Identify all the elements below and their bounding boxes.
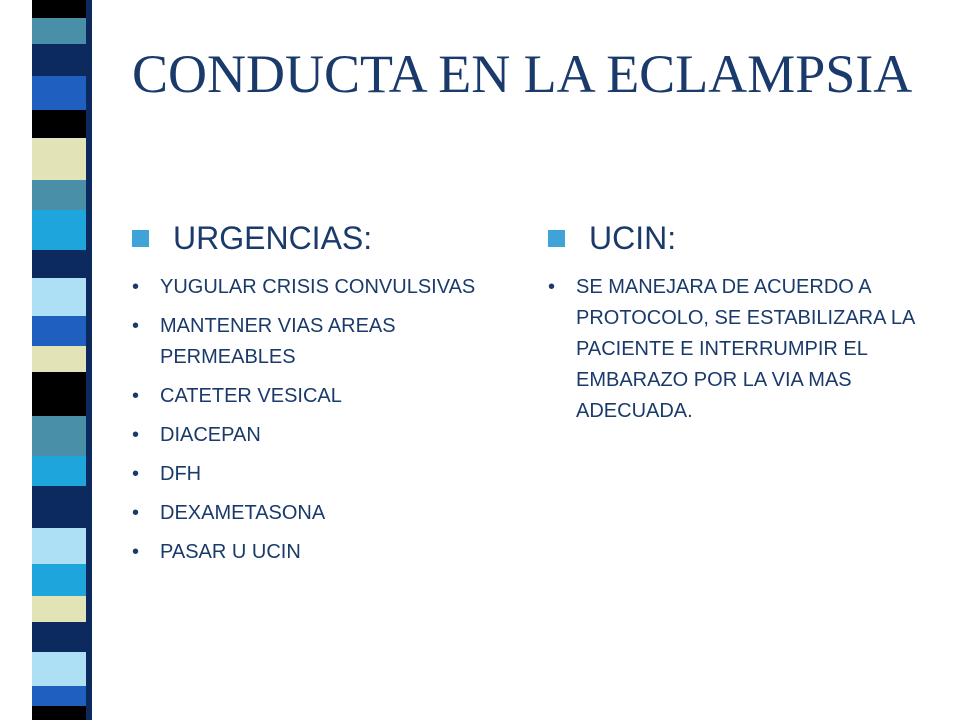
list-item-text: PASAR U UCIN [160,541,301,563]
stripe-block [32,138,86,180]
stripe-block [32,346,86,372]
ucin-heading-label: UCIN: [589,220,677,256]
decorative-stripe [0,0,108,720]
stripe-block [32,316,90,346]
ucin-list [548,272,948,427]
list-item [132,537,512,568]
bullet-icon: • [132,541,140,563]
list-item [132,381,512,412]
stripe-block [32,486,86,528]
stripe-block [32,44,86,76]
bullet-icon: • [132,463,140,485]
stripe-block [32,596,86,622]
list-item [132,272,512,303]
list-item [132,498,512,529]
stripe-block [32,372,86,416]
stripe-block [32,416,90,456]
bullet-icon: • [132,502,140,524]
stripe-block [32,180,86,210]
stripe-block [32,706,90,720]
stripe-block [32,278,86,316]
urgencias-heading [132,214,512,262]
urgencias-heading-label: URGENCIAS: [173,220,373,256]
stripe-block [32,528,90,564]
stripe-block [32,622,90,652]
stripe-block [32,210,90,250]
list-item-text: YUGULAR CRISIS CONVULSIVAS [160,276,476,298]
list-item-text: CATETER VESICAL [160,385,342,407]
bullet-icon: • [132,276,140,298]
stripe-block [32,76,86,110]
stripe-block [32,686,86,706]
stripe-edge [86,0,92,720]
stripe-block [32,564,86,596]
ucin-column [548,214,948,435]
stripe-block [32,110,90,138]
stripe-block [32,18,90,44]
bullet-icon: • [132,424,140,446]
stripe-block [32,456,86,486]
bullet-icon: • [132,315,140,337]
list-item-text: DIACEPAN [160,424,261,446]
list-item [132,459,512,490]
slide-title: CONDUCTA EN LA ECLAMPSIA [132,44,913,104]
urgencias-list [132,272,512,568]
square-bullet-icon [548,230,565,247]
list-item-text: DEXAMETASONA [160,502,326,524]
ucin-heading [548,214,948,262]
list-item [548,272,948,427]
stripe-block [32,652,86,686]
list-item [132,311,512,373]
bullet-icon: • [548,276,556,298]
stripe-block [32,250,86,278]
list-item-text: MANTENER VIAS AREAS PERMEABLES [160,315,396,368]
list-item [132,420,512,451]
urgencias-column [132,214,512,576]
square-bullet-icon [132,230,149,247]
stripe-block [32,0,86,18]
list-item-text: DFH [160,463,202,485]
list-item-text: SE MANEJARA DE ACUERDO A PROTOCOLO, SE ESTABILIZARA LA PACIENTE E INTERRUMPIR EL EMBARAZO POR LA VIA MAS ADECUADA. [576,276,915,422]
bullet-icon: • [132,385,140,407]
